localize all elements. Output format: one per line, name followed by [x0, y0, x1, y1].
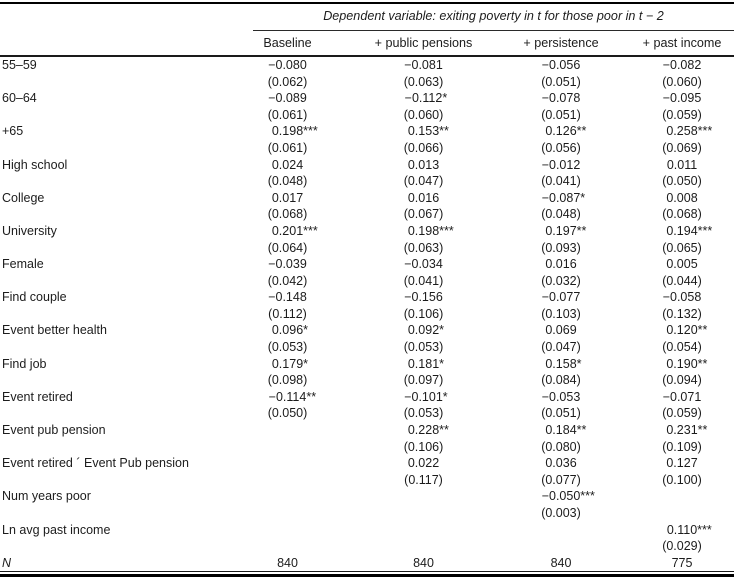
table-row	[0, 57, 734, 90]
row-label: 60–64	[2, 91, 37, 106]
se-cell: (0.060)	[403, 107, 444, 122]
coef-cell: 0.120 **	[666, 323, 708, 338]
empty-cell	[0, 106, 220, 123]
table-row	[0, 521, 734, 554]
empty-cell	[0, 405, 220, 422]
coef-cell: 0.005	[666, 257, 698, 272]
empty-cell	[0, 173, 220, 190]
coef-cell: 0.201 ***	[271, 223, 318, 238]
coef-cell: 0.024	[271, 157, 304, 172]
se-cell: (0.050)	[662, 174, 702, 189]
se-cell: (0.067)	[403, 207, 444, 222]
se-cell	[355, 538, 492, 555]
coef-cell: 0.008	[666, 190, 698, 205]
row-label: Event retired ´ Event Pub pension	[2, 456, 189, 471]
se-cell: (0.063)	[403, 240, 444, 255]
coef-cell: 0.179 *	[271, 356, 309, 371]
se-cell: (0.077)	[541, 472, 581, 487]
coef-cell	[492, 521, 630, 538]
empty-cell	[0, 239, 220, 256]
coef-cell: 0.022	[407, 456, 440, 471]
coef-cell: 0.127	[666, 456, 698, 471]
se-cell: (0.041)	[541, 174, 581, 189]
se-cell: (0.053)	[403, 406, 444, 421]
coef-cell: 0.096 *	[271, 323, 309, 338]
se-cell: (0.051)	[541, 107, 581, 122]
column-header-public-pensions: + public pensions	[374, 36, 473, 51]
coef-cell: −0.034	[404, 257, 443, 272]
se-cell: (0.032)	[541, 273, 581, 288]
coef-cell: 0.181 *	[407, 356, 445, 371]
se-cell	[355, 505, 492, 522]
column-header-past-income: + past income	[642, 36, 722, 51]
table-row	[0, 90, 734, 123]
coef-cell: −0.114 **	[268, 389, 317, 404]
se-cell: (0.062)	[267, 74, 308, 89]
coef-cell: 0.016	[407, 190, 440, 205]
row-label: High school	[2, 157, 68, 172]
se-cell: (0.068)	[267, 207, 308, 222]
column-header-baseline: Baseline	[263, 36, 312, 51]
se-cell	[220, 505, 355, 522]
coef-cell: 0.197 **	[545, 223, 587, 238]
se-cell: (0.063)	[403, 74, 444, 89]
coef-cell: −0.080	[268, 57, 307, 72]
se-cell: (0.060)	[662, 74, 702, 89]
se-cell	[492, 538, 630, 555]
coef-cell: 0.036	[545, 456, 577, 471]
se-cell: (0.044)	[662, 273, 702, 288]
coef-cell: 0.017	[271, 190, 304, 205]
coef-cell: 0.194 ***	[666, 223, 713, 238]
table-row	[0, 189, 734, 222]
coef-cell: −0.101 *	[404, 389, 448, 404]
row-label: Find job	[2, 356, 47, 371]
coef-cell	[220, 422, 355, 439]
coef-cell: −0.081	[404, 57, 443, 72]
coef-cell: −0.071	[662, 389, 702, 404]
se-cell: (0.054)	[662, 340, 702, 355]
coef-cell: −0.056	[541, 57, 581, 72]
se-cell	[630, 505, 734, 522]
coef-cell	[630, 488, 734, 505]
table-row	[0, 422, 734, 455]
n-value: 775	[671, 555, 693, 570]
coef-cell: 0.198 ***	[407, 223, 454, 238]
empty-cell	[0, 339, 220, 356]
coef-cell: −0.039	[268, 257, 307, 272]
n-value: 840	[277, 555, 298, 570]
coef-cell: −0.078	[541, 91, 581, 106]
se-cell: (0.068)	[662, 207, 702, 222]
empty-cell	[0, 206, 220, 223]
empty-cell	[0, 472, 220, 489]
coef-cell: 0.190 **	[666, 356, 708, 371]
se-cell: (0.042)	[267, 273, 308, 288]
coef-cell: 0.011	[666, 157, 698, 172]
table-row	[0, 488, 734, 521]
empty-header-cell	[0, 31, 220, 55]
se-cell: (0.047)	[403, 174, 444, 189]
coef-cell: 0.069	[545, 323, 577, 338]
se-cell: (0.029)	[662, 539, 702, 554]
se-cell: (0.112)	[268, 306, 307, 321]
coef-cell: 0.092 *	[407, 323, 445, 338]
empty-cell	[0, 272, 220, 289]
coef-cell	[355, 521, 492, 538]
coef-cell: −0.053	[541, 389, 581, 404]
coef-cell: −0.082	[662, 57, 702, 72]
coef-cell: −0.012	[541, 157, 581, 172]
column-header-persistence: + persistence	[523, 36, 599, 51]
se-cell: (0.098)	[267, 373, 308, 388]
empty-cell	[0, 306, 220, 323]
coef-cell: 0.231 **	[666, 423, 708, 438]
coef-cell	[355, 488, 492, 505]
se-cell: (0.048)	[541, 207, 581, 222]
se-cell: (0.059)	[662, 107, 702, 122]
se-cell: (0.061)	[267, 140, 308, 155]
column-header-row	[0, 31, 734, 55]
dependent-variable-header: Dependent variable: exiting poverty in t for those poor in t − 2	[253, 4, 734, 31]
coef-cell: 0.258 ***	[666, 124, 713, 139]
bottom-rule-thick	[0, 574, 734, 577]
se-cell: (0.084)	[541, 373, 581, 388]
se-cell: (0.117)	[404, 472, 443, 487]
coef-cell: 0.110 ***	[666, 522, 712, 537]
se-cell: (0.047)	[541, 340, 581, 355]
coef-cell	[220, 488, 355, 505]
n-value: 840	[413, 555, 434, 570]
se-cell	[220, 538, 355, 555]
se-cell: (0.061)	[267, 107, 308, 122]
bottom-rule-thin	[0, 571, 734, 572]
row-label: College	[2, 190, 45, 205]
coef-cell: −0.089	[268, 91, 307, 106]
table-row	[0, 389, 734, 422]
coef-cell: 0.184 **	[545, 423, 587, 438]
se-cell: (0.109)	[662, 439, 702, 454]
table-row	[0, 322, 734, 355]
table-body	[0, 57, 734, 555]
empty-cell	[0, 505, 220, 522]
row-label: Event retired	[2, 389, 73, 404]
row-label: Event better health	[2, 323, 107, 338]
se-cell: (0.097)	[403, 373, 444, 388]
se-cell: (0.066)	[403, 140, 444, 155]
coef-cell: 0.228 **	[407, 423, 449, 438]
observations-row	[0, 555, 734, 572]
se-cell: (0.100)	[662, 472, 702, 487]
se-cell	[220, 438, 355, 455]
table-row	[0, 223, 734, 256]
empty-cell	[0, 73, 220, 90]
se-cell	[220, 472, 355, 489]
coef-cell: 0.153 **	[407, 124, 449, 139]
coef-cell: 0.198 ***	[271, 124, 318, 139]
se-cell: (0.051)	[541, 406, 581, 421]
se-cell: (0.051)	[541, 74, 581, 89]
se-cell: (0.048)	[267, 174, 308, 189]
se-cell: (0.106)	[403, 439, 444, 454]
se-cell: (0.059)	[662, 406, 702, 421]
coef-cell: −0.087 *	[541, 190, 586, 205]
row-label: Num years poor	[2, 489, 91, 504]
empty-cell	[0, 140, 220, 157]
empty-cell	[0, 438, 220, 455]
n-value: 840	[550, 555, 572, 570]
coef-cell: 0.158 *	[545, 356, 582, 371]
se-cell: (0.094)	[662, 373, 702, 388]
table-row	[0, 455, 734, 488]
coef-cell: −0.112 *	[404, 91, 448, 106]
row-label: University	[2, 223, 57, 238]
table-row	[0, 123, 734, 156]
coef-cell: 0.126 **	[545, 124, 587, 139]
n-label: N	[2, 555, 12, 570]
empty-corner-cell	[0, 4, 220, 31]
table-row	[0, 256, 734, 289]
se-cell: (0.069)	[662, 140, 702, 155]
se-cell: (0.050)	[267, 406, 308, 421]
coef-cell: −0.058	[662, 290, 702, 305]
se-cell: (0.093)	[541, 240, 581, 255]
coef-cell: 0.016	[545, 257, 577, 272]
se-cell: (0.053)	[267, 340, 308, 355]
coef-cell: −0.148	[268, 290, 307, 305]
row-label: Event pub pension	[2, 423, 106, 438]
coef-cell: 0.013	[407, 157, 440, 172]
empty-cell	[0, 372, 220, 389]
row-label: Female	[2, 257, 44, 272]
empty-cell	[0, 538, 220, 555]
coef-cell: −0.095	[662, 91, 702, 106]
coef-cell	[220, 455, 355, 472]
table-row	[0, 355, 734, 388]
table-row	[0, 289, 734, 322]
row-label: 55–59	[2, 57, 37, 72]
se-cell: (0.041)	[403, 273, 444, 288]
se-cell: (0.064)	[267, 240, 308, 255]
table-row	[0, 156, 734, 189]
se-cell: (0.132)	[662, 306, 702, 321]
coef-cell: −0.050 ***	[541, 489, 595, 504]
se-cell: (0.080)	[541, 439, 581, 454]
se-cell: (0.106)	[403, 306, 444, 321]
row-label: Find couple	[2, 290, 67, 305]
se-cell: (0.103)	[541, 306, 581, 321]
dependent-variable-row	[0, 4, 734, 31]
coef-cell: −0.156	[404, 290, 443, 305]
coef-cell	[220, 521, 355, 538]
row-label: Ln avg past income	[2, 522, 111, 537]
coef-cell: −0.077	[541, 290, 581, 305]
se-cell: (0.065)	[662, 240, 702, 255]
se-cell: (0.056)	[541, 140, 581, 155]
se-cell: (0.053)	[403, 340, 444, 355]
se-cell: (0.003)	[541, 506, 581, 521]
row-label: +65	[2, 124, 24, 139]
